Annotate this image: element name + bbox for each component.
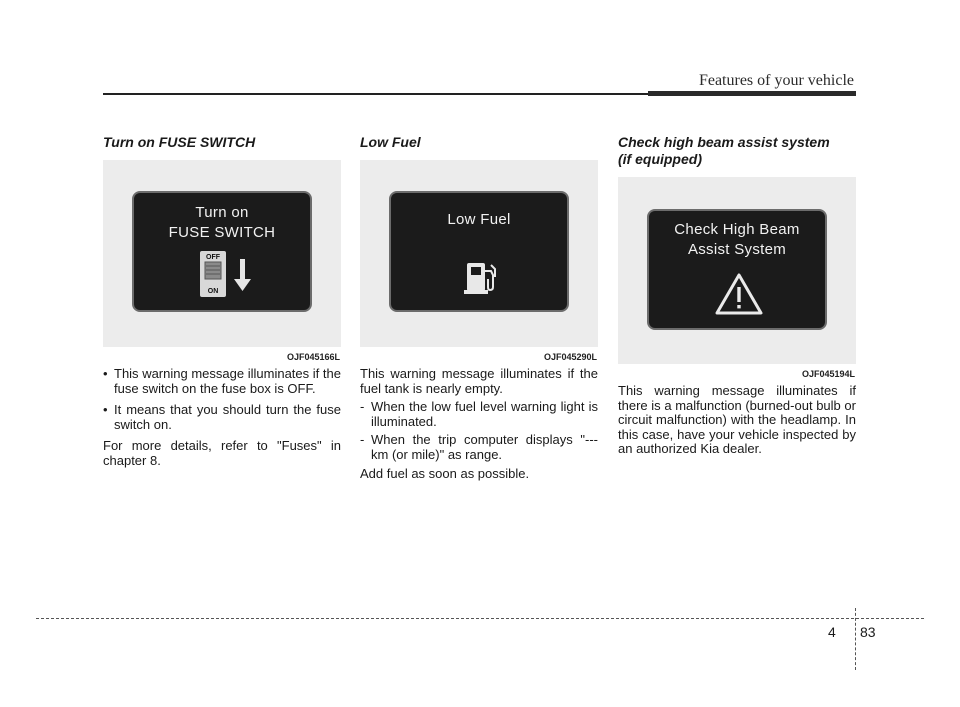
paragraph: This warning message illuminates if the fuel tank is nearly empty. <box>360 366 598 396</box>
list-item: • It means that you should turn the fuse switch on. <box>103 403 341 432</box>
section-title-line2: (if equipped) <box>618 151 702 167</box>
footer-rule <box>36 618 924 619</box>
display-text-line2: Assist System <box>687 241 787 258</box>
paragraph: Add fuel as soon as possible. <box>360 466 530 481</box>
section-fuse-switch <box>103 134 341 475</box>
display-text-line1: Check High Beam <box>674 221 800 238</box>
display-text-line1: Low Fuel <box>447 211 511 228</box>
dash-list <box>360 400 598 462</box>
header-title: Features of your vehicle <box>698 72 854 89</box>
figure-code: OJF045194L <box>801 369 855 379</box>
switch-on-label: ON <box>207 288 219 295</box>
section-title <box>618 134 856 168</box>
section-body <box>618 384 856 457</box>
chapter-number: 4 <box>828 624 836 640</box>
list-item: • This warning message illuminates if the fuse switch on the fuse box is OFF. <box>103 367 341 396</box>
footer-divider <box>855 608 856 670</box>
list-item: - When the low fuel level warning light is illuminated. <box>360 400 598 429</box>
section-body <box>103 367 341 468</box>
section-low-fuel <box>360 134 598 489</box>
cluster-display <box>132 191 312 312</box>
paragraph: For more details, refer to "Fuses" in chapter 8. <box>103 438 341 468</box>
figure-panel <box>103 160 341 362</box>
figure-code: OJF045290L <box>543 352 597 362</box>
switch-off-label: OFF <box>206 254 220 261</box>
fuse-switch-icon <box>196 249 266 301</box>
display-text-line1: Turn on <box>195 204 249 221</box>
warning-triangle-icon <box>714 272 764 316</box>
section-title: Turn on FUSE SWITCH <box>103 134 256 150</box>
list-item: - When the trip computer displays "--- km (or mile)" as range. <box>360 433 598 462</box>
cluster-display <box>647 209 827 330</box>
bullet-list <box>103 367 341 432</box>
figure-panel <box>360 160 598 362</box>
figure-panel <box>618 177 856 379</box>
paragraph: This warning message illuminates if there is a malfunction (burned-out bulb or circuit malfunction) with the headlamp. In this case, have your vehicle inspected by an authorized Kia dealer. <box>618 383 856 456</box>
section-body <box>360 367 598 482</box>
section-high-beam-assist <box>618 134 856 464</box>
display-text-line2: FUSE SWITCH <box>168 224 276 241</box>
page-number: 83 <box>860 624 876 640</box>
section-title: Low Fuel <box>360 134 421 150</box>
figure-code: OJF045166L <box>286 352 340 362</box>
cluster-display <box>389 191 569 312</box>
section-title-line1: Check high beam assist system <box>618 134 830 150</box>
fuel-pump-icon <box>461 255 505 299</box>
header-rule-accent <box>648 91 856 96</box>
